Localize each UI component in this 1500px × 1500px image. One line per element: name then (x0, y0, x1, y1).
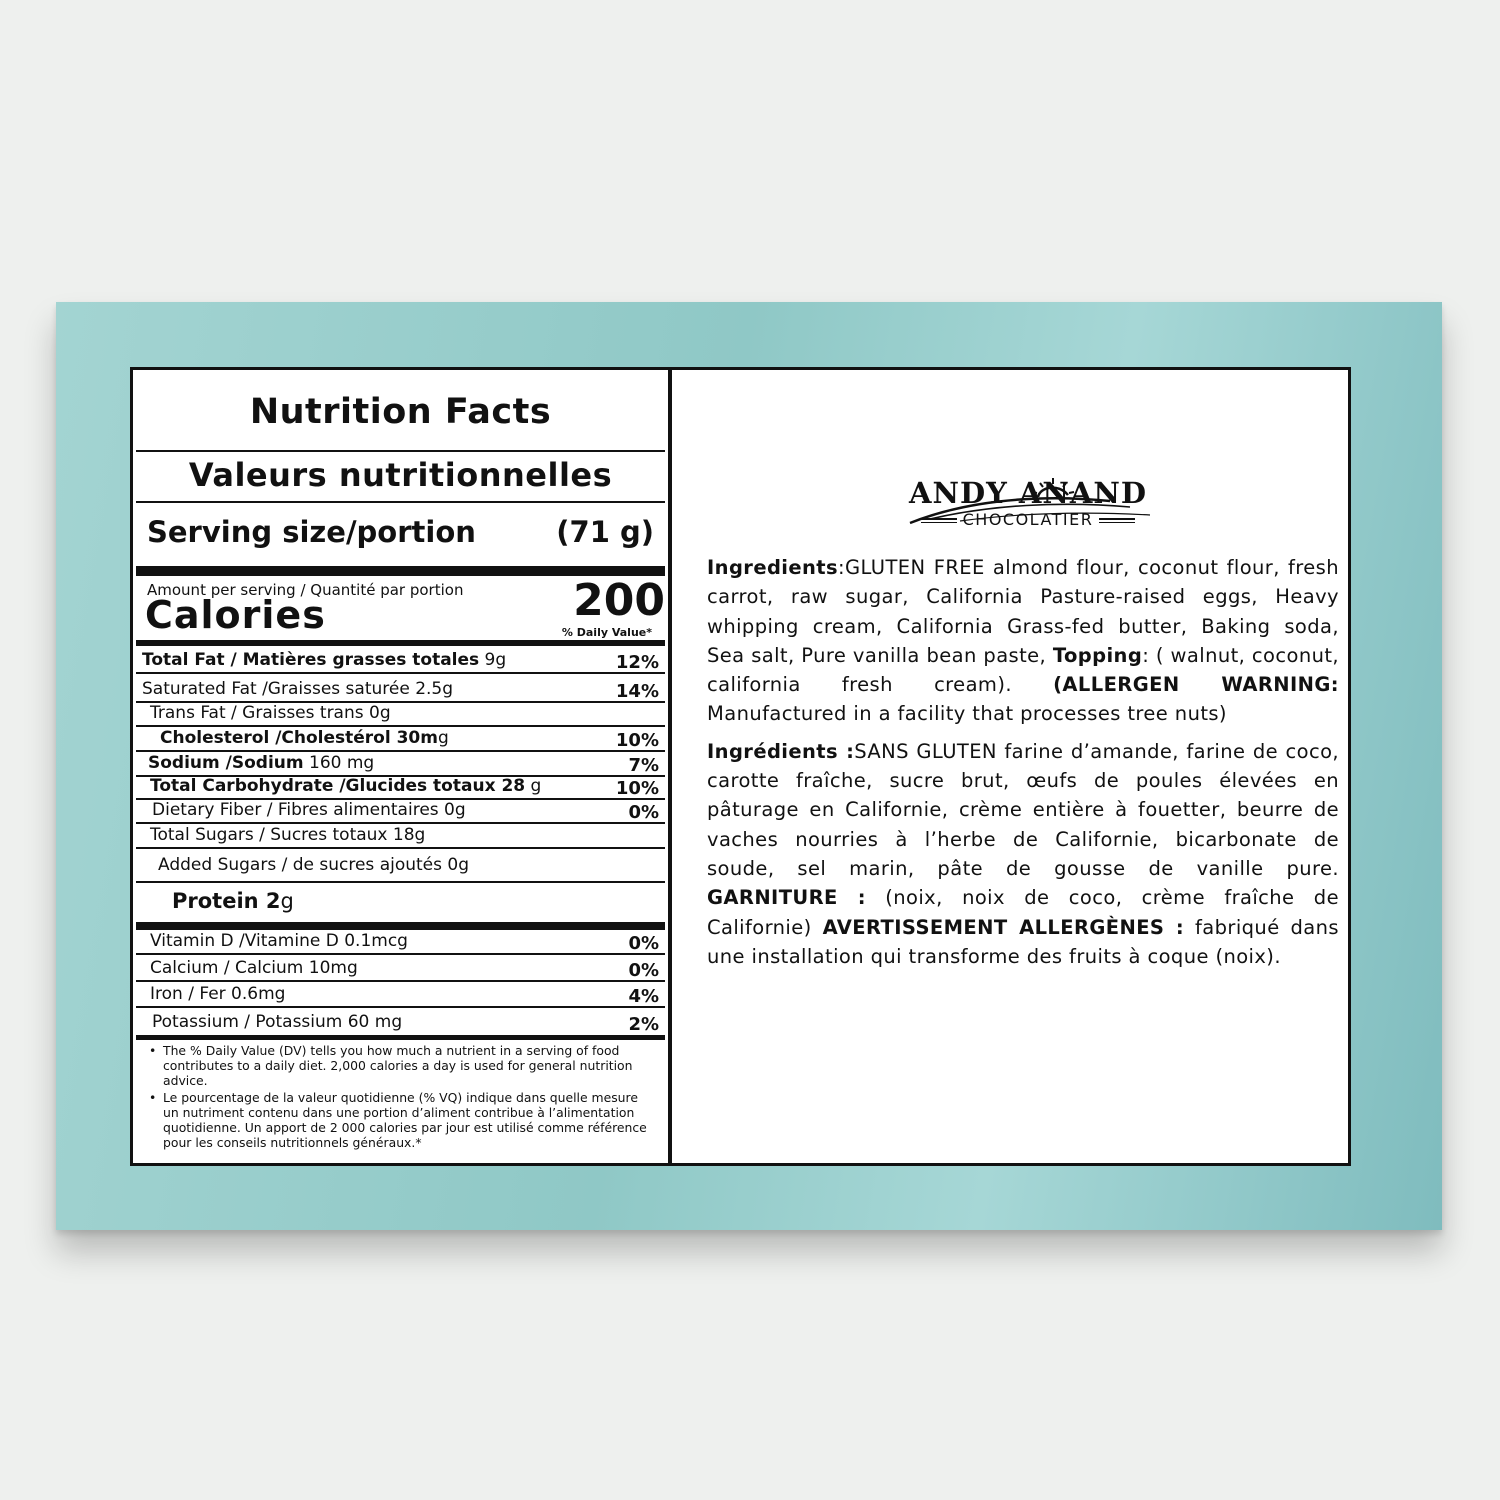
nutrient-row-total-fat (136, 650, 665, 674)
brand-subtitle (888, 510, 1168, 529)
footnote-fr-text: Le pourcentage de la valeur quotidienne (% VQ) indique dans quelle mesure un nutriment contenu dans une portion d’aliment contribue à l’alimentation quotidienne. Un apport de 2 000 calories par jour est utilisé comme référence pour les conseils nutritionnels généraux.* (163, 1090, 647, 1150)
nutrient-amount: g (437, 728, 449, 748)
nutrient-amount: 9g (479, 650, 507, 670)
nutrient-name: Total Carbohydrate /Glucides totaux 28 (150, 776, 526, 796)
bullet: • (149, 1043, 157, 1058)
nutrient-name: Saturated Fat /Graisses saturée 2.5g (142, 679, 454, 699)
nutrient-row-protein (136, 889, 665, 919)
nutrient-name: Cholesterol /Cholestérol 30m (160, 728, 438, 748)
ingredients-text: :GLUTEN FREE almond flour, coconut flour, fresh carrot, raw sugar, California Pasture-raised eggs, Heavy whipping cream, California Grass-fed butter, Baking soda, Sea salt, Pure vanilla bean paste, (707, 556, 1339, 667)
nutrient-pct: 10% (615, 730, 659, 751)
nutrient-name: Iron / Fer 0.6mg (150, 984, 286, 1004)
nutrient-row-added-sugars (136, 855, 665, 877)
serving-value: (71 g) (556, 515, 654, 549)
nutrient-pct: 0% (628, 933, 659, 954)
ingredients-en (707, 553, 1339, 729)
bullet: • (149, 1090, 157, 1105)
brand-subtitle-text: CHOCOLATIER (962, 510, 1094, 529)
nutrient-pct: 12% (615, 652, 659, 673)
nutrient-row-calcium (136, 958, 665, 982)
topping-text: : ( walnut, coconut, california fresh cream). (707, 643, 1339, 697)
nutrient-row-sodium (136, 753, 665, 777)
rule (136, 450, 665, 452)
thick-rule (136, 922, 665, 930)
nutrient-row-carbohydrate (136, 776, 665, 800)
brand-name: ANDY ANAND (908, 476, 1148, 510)
nutrient-name: Potassium / Potassium 60 mg (152, 1012, 403, 1032)
nutrient-name: Protein 2 (172, 889, 281, 913)
nutrient-name: Trans Fat / Graisses trans 0g (150, 703, 391, 723)
nutrient-row-total-sugars (136, 825, 665, 849)
nutrient-name: Vitamin D /Vitamine D 0.1mcg (150, 931, 408, 951)
nutrient-pct: 4% (628, 986, 659, 1007)
nutrient-pct: 2% (628, 1014, 659, 1035)
nutrient-name: Calcium / Calcium 10mg (150, 958, 358, 978)
nutrient-name: Added Sugars / de sucres ajoutés 0g (158, 855, 469, 875)
nutrient-pct: 0% (628, 960, 659, 981)
nutrition-facts-panel (133, 370, 668, 1163)
garniture-label: GARNITURE : (707, 886, 866, 910)
calories-label: Calories (145, 593, 326, 637)
nutrition-title-fr: Valeurs nutritionnelles (188, 456, 613, 494)
nutrient-name: Dietary Fiber / Fibres alimentaires 0g (152, 800, 466, 820)
footnote-fr (149, 1090, 649, 1150)
logo-line-left-icon (921, 518, 957, 523)
nutrient-row-trans-fat (136, 703, 665, 727)
footnote-en (149, 1043, 649, 1088)
nutrient-row-cholesterol (136, 728, 665, 752)
nutrition-title-en: Nutrition Facts (249, 392, 552, 432)
nutrient-amount: g (525, 776, 542, 796)
nutrient-name: Sodium /Sodium (148, 753, 304, 773)
nutrient-amount: 160 mg (303, 753, 375, 773)
ingredients-fr-label: Ingrédients : (707, 739, 855, 763)
rule (136, 501, 665, 503)
amount-per-serving: Amount per serving / Quantité par portion (147, 581, 464, 599)
nutrient-pct: 14% (615, 681, 659, 702)
nutrient-name: Total Sugars / Sucres totaux 18g (150, 825, 426, 845)
nutrient-pct: 10% (615, 778, 659, 799)
rule (136, 881, 665, 883)
garniture-text: (noix, noix de coco, crème fraîche de Californie) (707, 886, 1339, 939)
nutrient-row-potassium (136, 1012, 665, 1034)
allergen-text: Manufactured in a facility that processes tree nuts) (707, 702, 1227, 726)
avertissement-text: fabriqué dans une installation qui transforme des fruits à coque (noix). (707, 915, 1339, 968)
calories-value: 200 (573, 575, 665, 626)
nutrient-pct: 7% (628, 755, 659, 776)
topping-label: Topping (1052, 643, 1143, 667)
nutrient-pct: 0% (628, 802, 659, 823)
serving-label: Serving size/portion (147, 515, 476, 549)
nutrient-row-vitamin-d (136, 931, 665, 955)
ingredients-panel (707, 553, 1339, 979)
nutrient-row-fiber (136, 800, 665, 824)
product-label (130, 367, 1351, 1166)
nutrient-row-iron (136, 984, 665, 1008)
allergen-label: (ALLERGEN WARNING: (1053, 673, 1339, 697)
panel-divider (668, 370, 672, 1163)
nutrient-row-saturated-fat (136, 679, 665, 703)
thick-rule (136, 640, 665, 646)
logo-line-right-icon (1099, 518, 1135, 523)
ingredients-fr (707, 737, 1339, 971)
ingredients-label: Ingredients (707, 556, 839, 579)
avertissement-label: AVERTISSEMENT ALLERGÈNES : (822, 915, 1185, 939)
daily-value-label: % Daily Value* (561, 626, 652, 639)
thick-rule (136, 1035, 665, 1040)
ingredients-fr-text: SANS GLUTEN farine d’amande, farine de coco, carotte fraîche, sucre brut, œufs de poules élevées en pâturage en Californie, crème entière à fouetter, beurre de vaches nourries à l’herbe de Californie, bicarbonate de soude, sel marin, pâte de gousse de vanille pure. (707, 739, 1340, 880)
nutrient-amount: g (280, 889, 294, 913)
footnote-en-text: The % Daily Value (DV) tells you how much a nutrient in a serving of food contributes to a daily diet. 2,000 calories a day is used for general nutrition advice. (163, 1043, 633, 1088)
serving-size (147, 515, 654, 559)
nutrient-name: Total Fat / Matières grasses totales (142, 650, 480, 670)
